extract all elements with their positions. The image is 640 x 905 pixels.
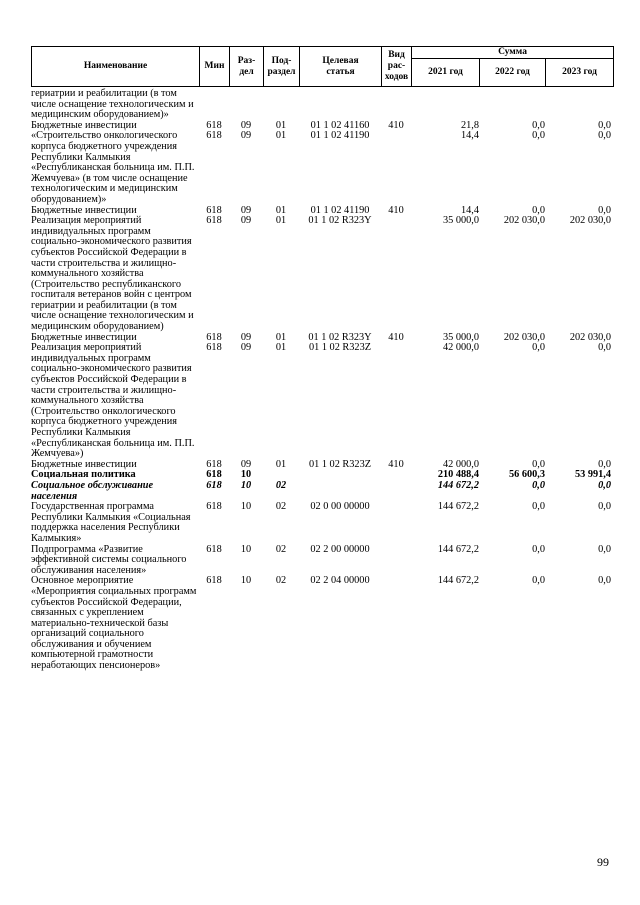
row-s2: 0,0 <box>532 458 545 470</box>
header-summa: Сумма <box>412 47 614 59</box>
row-cs: 02 2 00 00000 <box>310 543 370 555</box>
row-name: Основное мероприятие «Мероприятия социальных программ субъектов Российской Федерации, связанных с укреплением материально-технической базы организаций социального обслуживания и обучением компьютерной грамотности неработающих пенсионеров» <box>31 575 197 672</box>
row-podr: 02 <box>275 543 287 555</box>
header-2021: 2021 год <box>412 59 480 87</box>
row-s1: 144 672,2 <box>437 575 479 587</box>
row-s3: 0,0 <box>598 501 611 513</box>
row-s1: 42 000,0 <box>442 342 479 354</box>
row-vid: 410 <box>388 331 404 343</box>
row-s1: 144 672,2 <box>437 501 479 513</box>
row-s3: 0,0 <box>598 458 611 470</box>
row-razdel: 10 <box>240 469 252 481</box>
header-name: Наименование <box>32 47 200 87</box>
table-row <box>31 481 613 502</box>
row-s3: 0,0 <box>598 204 611 216</box>
row-cs: 01 1 02 R323Z <box>308 342 372 354</box>
row-s2: 0,0 <box>532 479 545 491</box>
row-s2: 202 030,0 <box>503 215 545 227</box>
row-razdel: 09 <box>240 215 252 227</box>
row-s3: 0,0 <box>598 479 611 491</box>
header-min: Мин <box>200 47 230 87</box>
row-name: Реализация мероприятий индивидуальных программ социально-экономического развития субъектов Российской Федерации в части строительства и жилищно-коммунального хозяйства (Строительство онкологического корпуса бюджетного учреждения Республики Калмыкия «Республиканская больница им. П.П. Жемчуева») <box>31 342 195 460</box>
row-s2: 56 600,3 <box>508 469 545 481</box>
row-min: 618 <box>206 331 222 343</box>
row-min: 618 <box>206 215 222 227</box>
row-s3: 0,0 <box>598 130 611 142</box>
row-vid: 410 <box>388 458 404 470</box>
header-podrazdel: Под- раздел <box>264 47 300 87</box>
row-cs: 01 1 02 41160 <box>310 119 370 131</box>
row-s1: 144 672,2 <box>437 479 479 491</box>
row-vid: 410 <box>388 119 404 131</box>
row-s1: 144 672,2 <box>437 543 479 555</box>
table-header <box>31 46 614 87</box>
row-name: гериатрии и реабилитации (в том числе оснащение технологическим и медицинским оборудованием)» <box>31 88 194 121</box>
header-razdel: Раз- дел <box>230 47 264 87</box>
row-min: 618 <box>206 575 222 587</box>
row-s3: 0,0 <box>598 342 611 354</box>
row-podr: 01 <box>275 342 287 354</box>
row-min: 618 <box>206 479 222 491</box>
header-cs: Целевая статья <box>300 47 382 87</box>
row-podr: 01 <box>275 130 287 142</box>
row-cs: 01 1 02 41190 <box>310 130 370 142</box>
row-s1: 210 488,4 <box>437 469 479 481</box>
row-name: Бюджетные инвестиции <box>31 119 137 131</box>
row-s3: 0,0 <box>598 575 611 587</box>
table-row <box>31 502 613 544</box>
row-name: «Строительство онкологического корпуса бюджетного учреждения Республики Калмыкия «Республиканская больница им. П.П. Жемчуева» (в том числе оснащение технологическим и медицинским оборудованием)» <box>31 130 195 205</box>
row-name: Социальная политика <box>31 469 136 481</box>
row-s2: 0,0 <box>532 130 545 142</box>
row-s1: 35 000,0 <box>442 331 479 343</box>
row-s2: 202 030,0 <box>503 331 545 343</box>
row-cs: 01 1 02 41190 <box>310 204 370 216</box>
table-row <box>31 131 613 205</box>
table-body <box>31 89 613 672</box>
row-name: Государственная программа Республики Калмыкия «Социальная поддержка населения Республики Калмыкия» <box>31 501 191 544</box>
row-razdel: 10 <box>240 479 252 491</box>
row-cs: 02 2 04 00000 <box>310 575 370 587</box>
table-row <box>31 89 613 121</box>
row-s3: 53 991,4 <box>574 469 611 481</box>
row-min: 618 <box>206 543 222 555</box>
row-s1: 14,4 <box>460 130 479 142</box>
row-s3: 0,0 <box>598 119 611 131</box>
header-vid: Вид рас- ходов <box>382 47 412 87</box>
row-podr: 02 <box>275 501 287 513</box>
row-cs: 01 1 02 R323Z <box>308 458 372 470</box>
row-razdel: 09 <box>240 130 252 142</box>
header-2022: 2022 год <box>480 59 546 87</box>
row-cs: 02 0 00 00000 <box>310 501 370 513</box>
row-podr: 02 <box>275 479 287 491</box>
row-s2: 0,0 <box>532 119 545 131</box>
row-razdel: 09 <box>240 342 252 354</box>
row-razdel: 10 <box>240 543 252 555</box>
row-name: Бюджетные инвестиции <box>31 331 137 343</box>
row-min: 618 <box>206 458 222 470</box>
row-min: 618 <box>206 342 222 354</box>
row-podr: 01 <box>275 331 287 343</box>
row-s2: 0,0 <box>532 543 545 555</box>
row-cs: 01 1 02 R323Y <box>308 215 372 227</box>
row-s2: 0,0 <box>532 575 545 587</box>
row-razdel: 10 <box>240 575 252 587</box>
row-s2: 0,0 <box>532 342 545 354</box>
row-min: 618 <box>206 469 222 481</box>
row-podr: 01 <box>275 458 287 470</box>
row-min: 618 <box>206 130 222 142</box>
row-razdel: 10 <box>240 501 252 513</box>
row-s1: 42 000,0 <box>442 458 479 470</box>
row-name: Реализация мероприятий индивидуальных программ социально-экономического развития субъектов Российской Федерации в части строительства и жилищно-коммунального хозяйства (Строительство республиканского госпиталя ветеранов войн с центром гериатрии и реабилитации (в том числе оснащение технологическим и медицинским оборудованием) <box>31 215 194 333</box>
row-podr: 01 <box>275 215 287 227</box>
row-min: 618 <box>206 119 222 131</box>
row-razdel: 09 <box>240 331 252 343</box>
row-s2: 0,0 <box>532 204 545 216</box>
header-2023: 2023 год <box>546 59 614 87</box>
row-min: 618 <box>206 204 222 216</box>
row-podr: 01 <box>275 204 287 216</box>
row-razdel: 09 <box>240 458 252 470</box>
table-row <box>31 545 613 577</box>
row-vid: 410 <box>388 204 404 216</box>
table-row <box>31 343 613 460</box>
table-row <box>31 576 613 671</box>
row-name: Бюджетные инвестиции <box>31 204 137 216</box>
row-s1: 14,4 <box>460 204 479 216</box>
row-name: Социальное обслуживание населения <box>31 479 154 502</box>
table-row <box>31 216 613 333</box>
row-podr: 01 <box>275 119 287 131</box>
row-s2: 0,0 <box>532 501 545 513</box>
row-s1: 35 000,0 <box>442 215 479 227</box>
row-razdel: 09 <box>240 204 252 216</box>
row-podr: 02 <box>275 575 287 587</box>
row-s3: 202 030,0 <box>569 331 611 343</box>
row-cs: 01 1 02 R323Y <box>308 331 372 343</box>
row-s3: 0,0 <box>598 543 611 555</box>
row-s1: 21,8 <box>460 119 479 131</box>
row-razdel: 09 <box>240 119 252 131</box>
row-name: Бюджетные инвестиции <box>31 458 137 470</box>
page-number: 99 <box>597 855 609 869</box>
row-min: 618 <box>206 501 222 513</box>
row-name: Подпрограмма «Развитие эффективной системы социального обслуживания населения» <box>31 543 187 576</box>
row-s3: 202 030,0 <box>569 215 611 227</box>
